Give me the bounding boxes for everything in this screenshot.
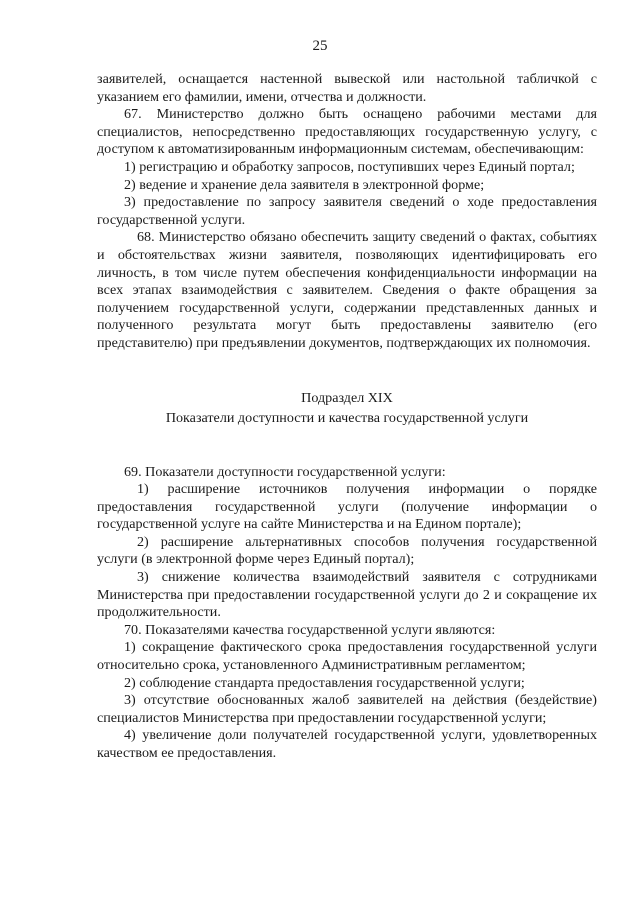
paragraph-70-item-1: 1) сокращение фактического срока предоставления государственной услуги относительно срока, установленного Административным регламентом; [97, 639, 597, 674]
paragraph-67-item-1: 1) регистрацию и обработку запросов, поступивших через Единый портал; [124, 158, 575, 175]
paragraph-69-item-2: 2) расширение альтернативных способов получения государственной услуги (в электронной форме через Единый портал); [97, 533, 597, 568]
page-number: 25 [312, 38, 328, 54]
paragraph-67: 67. Министерство должно быть оснащено рабочими местами для специалистов, непосредственно предоставляющих государственную услугу, с доступом к автоматизированным информационным системам, обеспечивающим: [97, 106, 597, 158]
paragraph-68: 68. Министерство обязано обеспечить защиту сведений о фактах, событиях и обстоятельствах жизни заявителя, позволяющих идентифицировать его личность, в том числе путем обеспечения конфиденциальности информации на всех этапах взаимодействия с заявителем. Сведения о факте обращения за получением государственной услуги, содержании представленных данных и полученного результата могут быть предоставлены заявителю (его представителю) при предъявлении документов, подтверждающих их полномочия. [97, 229, 597, 351]
paragraph-67-item-3: 3) предоставление по запросу заявителя сведений о ходе предоставления государственной услуги. [97, 194, 597, 228]
paragraph-70-item-4: 4) увеличение доли получателей государственной услуги, удовлетворенных качеством ее предоставления. [97, 727, 597, 761]
paragraph-69-item-3: 3) снижение количества взаимодействий заявителя с сотрудниками Министерства при предоставлении государственной услуги до 2 и сокращение их продолжительности. [97, 569, 597, 621]
paragraph-69: 69. Показатели доступности государственной услуги: [124, 463, 446, 480]
document-body [97, 71, 597, 763]
paragraph-67-item-2: 2) ведение и хранение дела заявителя в электронной форме; [124, 176, 485, 193]
paragraph-69-item-1: 1) расширение источников получения информации о порядке предоставления государственной услуги (получение информации о государственной услуге на сайте Министерства и на Едином портале); [97, 481, 597, 533]
paragraph-continuation: заявителей, оснащается настенной вывеской или настольной табличкой с указанием его фамилии, имени, отчества и должности. [97, 71, 597, 105]
subsection-label: Подраздел XIX [301, 389, 393, 406]
paragraph-70: 70. Показателями качества государственной услуги являются: [124, 621, 496, 638]
subsection-title: Показатели доступности и качества государственной услуги [165, 409, 529, 426]
paragraph-70-item-3: 3) отсутствие обоснованных жалоб заявителей на действия (бездействие) специалистов Министерства при предоставлении государственной услуги; [97, 692, 597, 726]
paragraph-70-item-2: 2) соблюдение стандарта предоставления государственной услуги; [124, 674, 525, 691]
